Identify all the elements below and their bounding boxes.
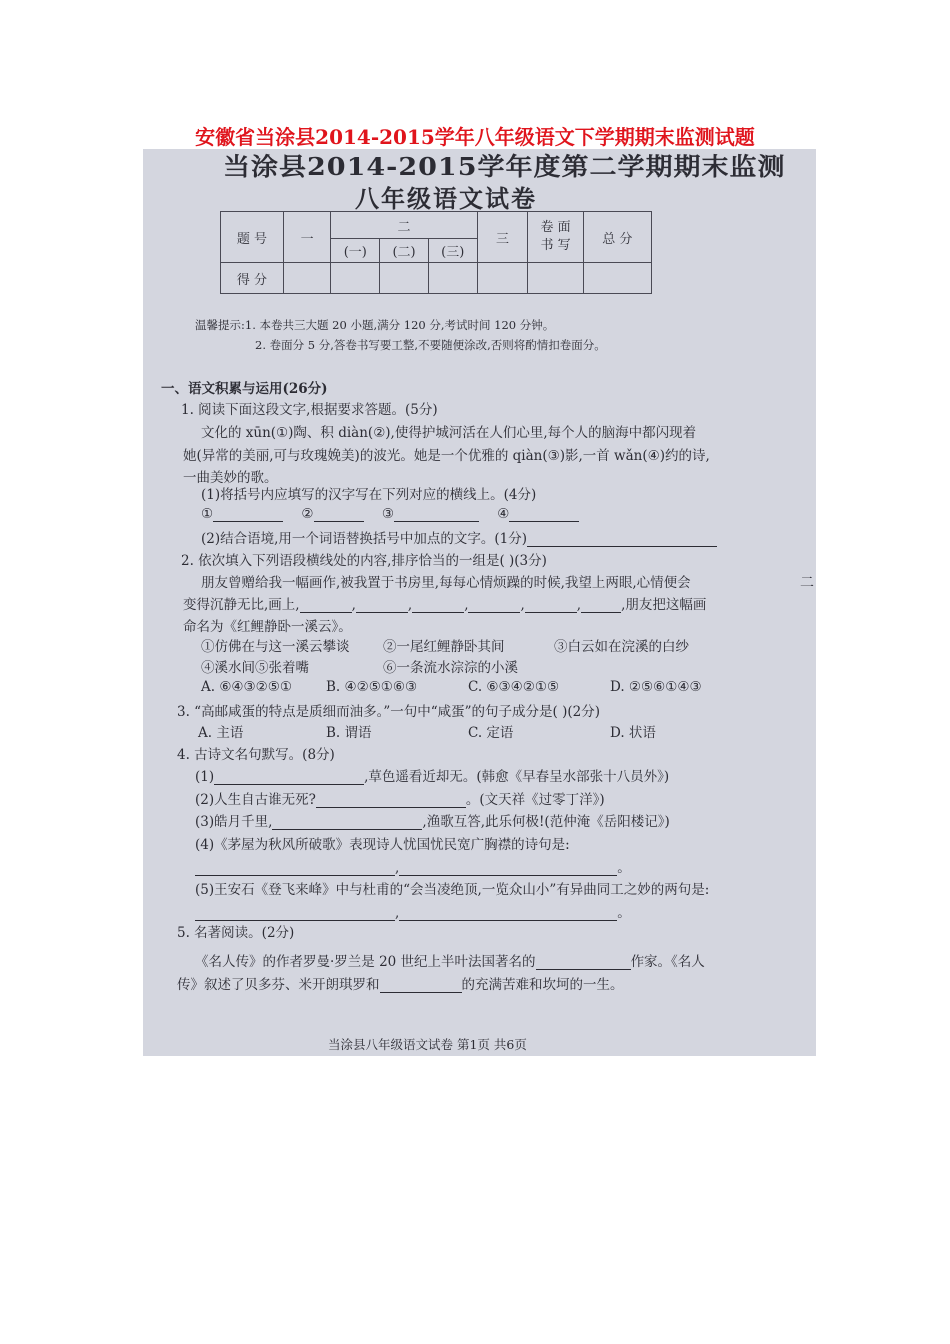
blank-marker-2: ② <box>301 506 314 522</box>
q1-sub-2-text: (2)结合语境,用一个词语替换括号中加点的文字。(1分) <box>201 531 528 547</box>
q2-option-a[interactable]: A. ⑥④③②⑤① <box>201 679 292 695</box>
answer-blank[interactable] <box>399 874 617 876</box>
score-table <box>220 211 652 294</box>
answer-blank[interactable] <box>525 611 577 613</box>
q1-blanks-row <box>201 506 579 522</box>
document-title: 安徽省当涂县2014-2015学年八年级语文下学期期末监测试题 <box>195 125 755 149</box>
answer-blank-3[interactable] <box>394 520 479 522</box>
q5-stem: 5. 名著阅读。(2分) <box>177 925 295 941</box>
q5-line-1-text: 《名人传》的作者罗曼·罗兰是 20 世纪上半叶法国著名的 <box>195 954 536 970</box>
edge-mark: 二 <box>800 575 814 591</box>
q4-line-2-source: 。(文天祥《过零丁洋》) <box>465 792 605 808</box>
tip-line-1: 温馨提示:1. 本卷共三大题 20 小题,满分 120 分,考试时间 120 分钟。 <box>195 318 555 332</box>
blank-marker-4: ④ <box>497 506 510 522</box>
period: 。 <box>617 860 631 876</box>
page-footer: 当涂县八年级语文试卷 第1页 共6页 <box>328 1037 527 1052</box>
score-table-header-num: 题 号 <box>221 212 284 263</box>
q5-line-2 <box>177 973 624 993</box>
q4-line-5: (5)王安石《登飞来峰》中与杜甫的“会当凌绝顶,一览众山小”有异曲同工之妙的两句是: <box>195 882 710 898</box>
q2-stem: 2. 依次填入下列语段横线处的内容,排序恰当的一组是( )(3分) <box>181 553 547 569</box>
score-table-face-label-2: 书 写 <box>540 238 571 253</box>
q4-stem: 4. 古诗文名句默写。(8分) <box>177 747 335 763</box>
q4-line-3-rest: ,渔歌互答,此乐何极!(范仲淹《岳阳楼记》) <box>422 814 670 830</box>
q3-option-c[interactable]: C. 定语 <box>468 725 514 741</box>
q5-line-1-end: 作家。《名人 <box>630 954 705 970</box>
exam-paper-photo <box>143 149 816 1056</box>
score-cell[interactable] <box>528 263 583 294</box>
score-cell[interactable] <box>477 263 528 294</box>
q4-line-5-answer: , 。 <box>195 901 631 921</box>
q4-line-4-answer: , 。 <box>195 856 631 876</box>
answer-blank[interactable] <box>356 611 408 613</box>
score-table-header-2a: (一) <box>331 239 380 263</box>
q3-stem: 3. “高邮咸蛋的特点是质细而油多。”一句中“咸蛋”的句子成分是( )(2分) <box>177 704 600 720</box>
score-cell[interactable] <box>380 263 429 294</box>
q1-sub-1: (1)将括号内应填写的汉字写在下列对应的横线上。(4分) <box>201 487 537 503</box>
q2-option-c[interactable]: C. ⑥③④②①⑤ <box>468 679 560 695</box>
q4-line-3-text: (3)皓月千里, <box>195 814 273 830</box>
q3-option-d[interactable]: D. 状语 <box>610 725 656 741</box>
score-table-header-total: 总 分 <box>583 212 651 263</box>
score-table-header-2c: (三) <box>428 239 477 263</box>
q1-sub-2 <box>201 527 717 547</box>
answer-blank-2[interactable] <box>314 520 364 522</box>
answer-blank[interactable] <box>380 991 462 993</box>
answer-blank[interactable] <box>581 611 621 613</box>
q4-line-3 <box>195 810 670 830</box>
score-table-header-3: 三 <box>477 212 528 263</box>
score-table-row-label: 得 分 <box>221 263 284 294</box>
q1-passage-line-2: 她(异常的美丽,可与玫瑰娩美)的波光。她是一个优雅的 qiàn(③)影,一首 wǎn(④)约的诗, <box>183 448 710 464</box>
answer-blank[interactable] <box>536 968 631 970</box>
q2-passage-line-1: 朋友曾赠给我一幅画作,被我置于书房里,每每心情烦躁的时候,我望上两眼,心情便会 <box>201 575 691 591</box>
answer-blank[interactable] <box>468 611 520 613</box>
q4-line-1-text: ,草色遥看近却无。(韩愈《早春呈水部张十八员外》) <box>364 769 670 785</box>
q2-passage-line-2-start: 变得沉静无比,画上, <box>183 597 300 613</box>
q2-passage-line-2-end: ,朋友把这幅画 <box>621 597 707 613</box>
blank-marker-3: ③ <box>381 506 394 522</box>
q2-item-1: ①仿佛在与这一溪云攀谈 <box>201 639 350 655</box>
q4-line-4: (4)《茅屋为秋风所破歌》表现诗人忧国忧民宽广胸襟的诗句是: <box>195 837 570 853</box>
answer-blank-1[interactable] <box>213 520 283 522</box>
answer-blank[interactable] <box>214 783 364 785</box>
answer-blank[interactable] <box>316 806 466 808</box>
q4-line-1-num: (1) <box>195 769 215 785</box>
answer-blank[interactable] <box>399 919 617 921</box>
answer-blank-4[interactable] <box>509 520 579 522</box>
q3-option-a[interactable]: A. 主语 <box>198 725 244 741</box>
q1-passage-line-1: 文化的 xūn(①)陶、积 diàn(②),使得护城河活在人们心里,每个人的脑海中都闪现着 <box>201 425 697 441</box>
score-cell[interactable] <box>283 263 331 294</box>
q3-option-b[interactable]: B. 谓语 <box>326 725 372 741</box>
q1-stem: 1. 阅读下面这段文字,根据要求答题。(5分) <box>181 402 438 418</box>
score-cell[interactable] <box>428 263 477 294</box>
answer-blank[interactable] <box>272 828 422 830</box>
answer-blank-q1-2[interactable] <box>527 545 717 547</box>
q4-line-1 <box>195 765 669 785</box>
answer-blank[interactable] <box>300 611 352 613</box>
score-table-header-1: 一 <box>283 212 331 263</box>
score-table-header-2b: (二) <box>380 239 429 263</box>
tip-line-2: 2. 卷面分 5 分,答卷书写要工整,不要随便涂改,否则将酌情扣卷面分。 <box>255 338 606 352</box>
score-cell[interactable] <box>583 263 651 294</box>
q5-line-2-text: 传》叙述了贝多芬、米开朗琪罗和 <box>177 977 380 993</box>
section-1-heading: 一、语文积累与运用(26分) <box>161 381 328 397</box>
score-cell[interactable] <box>331 263 380 294</box>
paper-title: 八年级语文试卷 <box>355 184 537 213</box>
q2-passage-line-2: 变得沉静无比,画上, , , , , , ,朋友把这幅画 <box>183 597 707 613</box>
score-table-header-2: 二 <box>331 212 477 239</box>
q4-line-2 <box>195 788 605 808</box>
q1-passage-line-3: 一曲美妙的歌。 <box>183 470 278 486</box>
q2-item-3: ③白云如在浣溪的白纱 <box>554 639 689 655</box>
score-table-face-label-1: 卷 面 <box>540 220 571 236</box>
q5-line-1 <box>195 950 705 970</box>
q2-option-b[interactable]: B. ④②⑤①⑥③ <box>326 679 418 695</box>
q2-item-6: ⑥一条流水淙淙的小溪 <box>383 660 518 676</box>
score-table-header-face <box>528 212 583 263</box>
q2-option-d[interactable]: D. ②⑤⑥①④③ <box>610 679 702 695</box>
answer-blank[interactable] <box>412 611 464 613</box>
q4-line-2-text: (2)人生自古谁无死? <box>195 792 316 808</box>
q2-passage-line-3: 命名为《红鲤静卧一溪云》。 <box>183 619 352 635</box>
answer-blank[interactable] <box>195 874 395 876</box>
period: 。 <box>617 905 631 921</box>
blank-marker-1: ① <box>201 506 214 522</box>
q5-line-2-end: 的充满苦难和坎坷的一生。 <box>461 977 624 993</box>
exam-title: 当涂县2014-2015学年度第二学期期末监测 <box>223 153 786 182</box>
q2-item-4-5: ④溪水间⑤张着嘴 <box>201 660 309 676</box>
q2-item-2: ②一尾红鲤静卧其间 <box>383 639 505 655</box>
